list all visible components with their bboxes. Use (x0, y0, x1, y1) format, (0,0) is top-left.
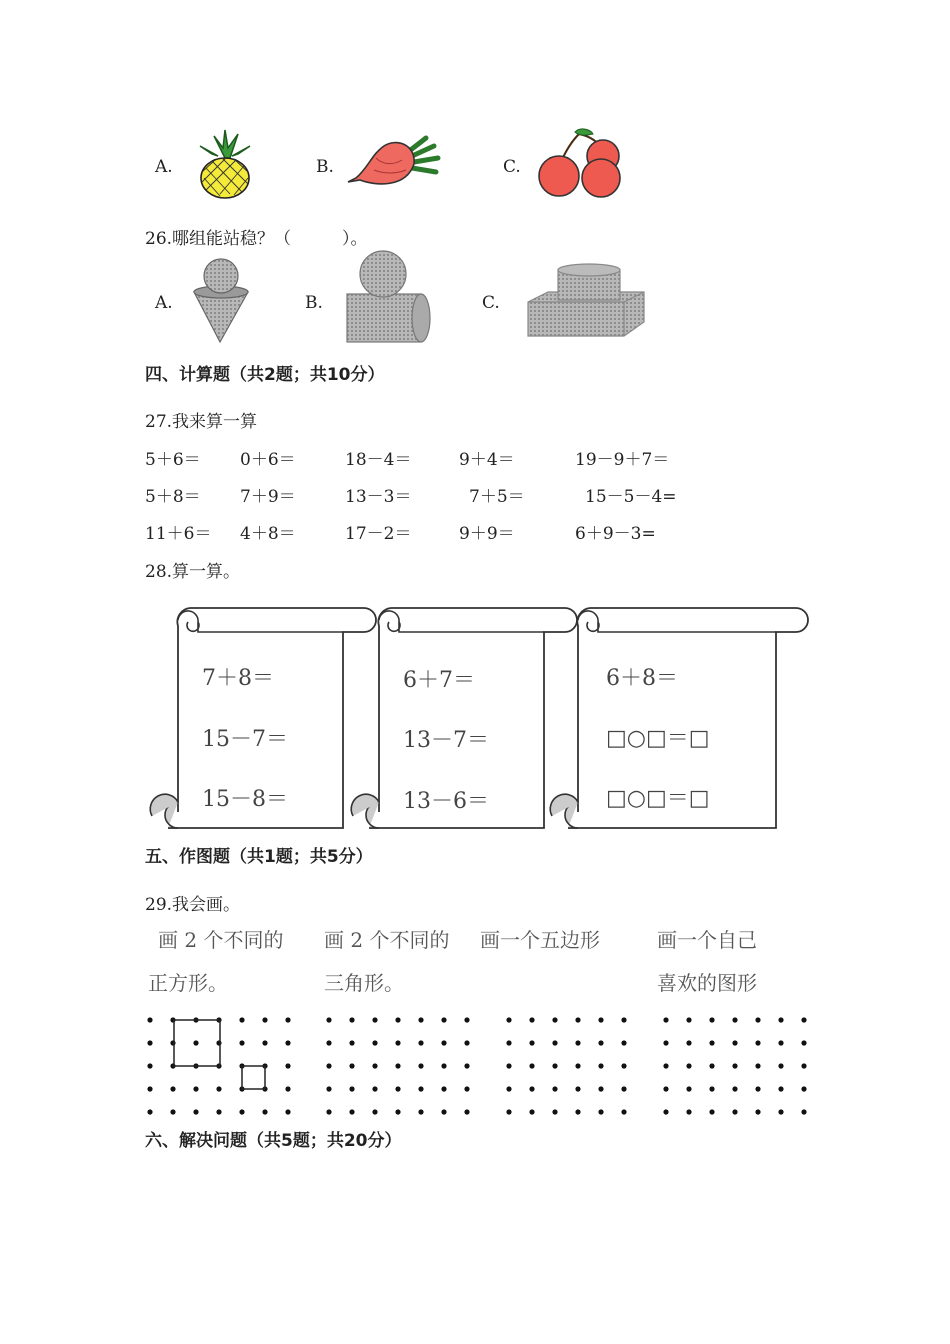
example-square-small (242, 1066, 265, 1089)
grid-dot[interactable] (239, 1017, 244, 1022)
grid-dot[interactable] (529, 1040, 534, 1045)
grid-dot[interactable] (778, 1109, 783, 1114)
grid-dot[interactable] (755, 1017, 760, 1022)
grid-dot[interactable] (193, 1086, 198, 1091)
grid-dot[interactable] (686, 1063, 691, 1068)
grid-dot[interactable] (506, 1063, 511, 1068)
grid-dot[interactable] (621, 1017, 626, 1022)
grid-dot[interactable] (326, 1017, 331, 1022)
q29-question: 29.我会画。 (145, 895, 241, 915)
grid-dot[interactable] (464, 1017, 469, 1022)
task-2-line-1: 画 2 个不同的 (324, 928, 450, 952)
grid-dot[interactable] (285, 1017, 290, 1022)
grid-dot[interactable] (349, 1086, 354, 1091)
grid-dot[interactable] (239, 1040, 244, 1045)
grid-dot[interactable] (801, 1017, 806, 1022)
grid-dot[interactable] (170, 1040, 175, 1045)
grid-dot[interactable] (506, 1086, 511, 1091)
grid-dot[interactable] (262, 1109, 267, 1114)
scroll-1-line-2: 15－7＝ (202, 727, 288, 752)
grid-dot[interactable] (349, 1109, 354, 1114)
grid-dot[interactable] (575, 1086, 580, 1091)
grid-dot[interactable] (464, 1040, 469, 1045)
grid-dot[interactable] (372, 1086, 377, 1091)
grid-dot[interactable] (598, 1086, 603, 1091)
grid-dot[interactable] (326, 1063, 331, 1068)
equation: 19－9＋7＝ (575, 450, 670, 470)
grid-dot[interactable] (441, 1017, 446, 1022)
equation: 7＋9＝ (240, 487, 296, 507)
task-4-line-2: 喜欢的图形 (657, 971, 757, 995)
scroll-3-line-2: □○□＝□ (606, 726, 710, 751)
grid-dot[interactable] (598, 1063, 603, 1068)
q27-question: 27.我来算一算 (145, 412, 258, 432)
grid-dot[interactable] (663, 1040, 668, 1045)
grid-dot[interactable] (285, 1086, 290, 1091)
grid-dot[interactable] (686, 1086, 691, 1091)
section-6-heading: 六、解决问题（共5题；共20分） (145, 1131, 402, 1151)
grid-dot[interactable] (732, 1109, 737, 1114)
q28-question: 28.算一算。 (145, 562, 241, 582)
dot-grid-4[interactable] (662, 1016, 812, 1116)
grid-dot[interactable] (170, 1109, 175, 1114)
grid-dot[interactable] (755, 1109, 760, 1114)
grid-dot[interactable] (216, 1086, 221, 1091)
grid-dot[interactable] (663, 1109, 668, 1114)
grid-dot[interactable] (755, 1063, 760, 1068)
grid-dot[interactable] (732, 1040, 737, 1045)
grid-dot[interactable] (529, 1086, 534, 1091)
equation: 11＋6＝ (145, 524, 212, 544)
q25-option-a-letter: A. (155, 157, 173, 177)
grid-dot[interactable] (326, 1109, 331, 1114)
grid-dot[interactable] (598, 1109, 603, 1114)
grid-dot[interactable] (529, 1017, 534, 1022)
grid-dot[interactable] (732, 1063, 737, 1068)
grid-dot[interactable] (621, 1063, 626, 1068)
grid-dot[interactable] (778, 1086, 783, 1091)
grid-dot[interactable] (464, 1109, 469, 1114)
grid-dot[interactable] (755, 1086, 760, 1091)
grid-dot[interactable] (464, 1086, 469, 1091)
cylinder-on-cuboid-icon (526, 262, 648, 338)
grid-dot[interactable] (418, 1063, 423, 1068)
grid-dot[interactable] (686, 1109, 691, 1114)
grid-dot[interactable] (349, 1017, 354, 1022)
grid-dot[interactable] (506, 1017, 511, 1022)
grid-dot[interactable] (418, 1017, 423, 1022)
equation: 0＋6＝ (240, 450, 296, 470)
equation: 18－4＝ (345, 450, 412, 470)
grid-dot[interactable] (349, 1063, 354, 1068)
grid-dot[interactable] (170, 1086, 175, 1091)
equation: 17－2＝ (345, 524, 412, 544)
grid-dot[interactable] (418, 1086, 423, 1091)
scroll-2-line-3: 13－6＝ (403, 789, 489, 814)
grid-dot[interactable] (326, 1086, 331, 1091)
equation: 9＋9＝ (459, 524, 515, 544)
cherries-icon (533, 128, 625, 196)
grid-dot[interactable] (285, 1063, 290, 1068)
dot-grid-3[interactable] (505, 1016, 635, 1116)
grid-dot[interactable] (239, 1109, 244, 1114)
grid-dot[interactable] (598, 1017, 603, 1022)
task-2-line-2: 三角形。 (324, 971, 404, 995)
grid-dot[interactable] (464, 1063, 469, 1068)
task-1-line-1: 画 2 个不同的 (158, 928, 284, 952)
grid-dot[interactable] (147, 1063, 152, 1068)
scroll-3-line-1: 6＋8＝ (606, 666, 678, 691)
grid-dot[interactable] (709, 1109, 714, 1114)
task-3-line-1: 画一个五边形 (480, 928, 600, 952)
grid-dot[interactable] (621, 1040, 626, 1045)
grid-dot[interactable] (801, 1109, 806, 1114)
grid-dot[interactable] (506, 1040, 511, 1045)
grid-dot[interactable] (285, 1040, 290, 1045)
scroll-1-line-3: 15－8＝ (202, 787, 288, 812)
grid-dot[interactable] (372, 1017, 377, 1022)
grid-dot[interactable] (395, 1063, 400, 1068)
grid-dot[interactable] (441, 1109, 446, 1114)
section-5-heading: 五、作图题（共1题；共5分） (145, 847, 373, 867)
scroll-2-line-2: 13－7＝ (403, 728, 489, 753)
grid-dot[interactable] (349, 1040, 354, 1045)
equation: 7＋5＝ (469, 487, 525, 507)
task-1-line-2: 正方形。 (148, 971, 228, 995)
grid-dot[interactable] (262, 1040, 267, 1045)
grid-dot[interactable] (686, 1017, 691, 1022)
grid-dot[interactable] (552, 1040, 557, 1045)
grid-dot[interactable] (326, 1040, 331, 1045)
grid-dot[interactable] (575, 1109, 580, 1114)
grid-dot[interactable] (621, 1086, 626, 1091)
grid-dot[interactable] (732, 1086, 737, 1091)
equation: 6＋9－3= (575, 524, 656, 544)
grid-dot[interactable] (801, 1040, 806, 1045)
q26-option-c-letter: C. (482, 293, 500, 313)
grid-dot[interactable] (732, 1017, 737, 1022)
grid-dot[interactable] (778, 1063, 783, 1068)
grid-dot[interactable] (193, 1040, 198, 1045)
scroll-3-line-3: □○□＝□ (606, 786, 710, 811)
grid-dot[interactable] (418, 1109, 423, 1114)
grid-dot[interactable] (709, 1040, 714, 1045)
dot-grid-2[interactable] (325, 1016, 475, 1116)
grid-dot[interactable] (552, 1017, 557, 1022)
grid-dot[interactable] (285, 1109, 290, 1114)
grid-dot[interactable] (709, 1017, 714, 1022)
grid-dot[interactable] (575, 1017, 580, 1022)
grid-dot[interactable] (395, 1086, 400, 1091)
grid-dot[interactable] (575, 1040, 580, 1045)
grid-dot[interactable] (441, 1040, 446, 1045)
grid-dot[interactable] (552, 1063, 557, 1068)
q25-option-c-letter: C. (503, 157, 521, 177)
grid-dot[interactable] (575, 1063, 580, 1068)
grid-dot[interactable] (621, 1109, 626, 1114)
sphere-on-cone-icon (190, 256, 252, 344)
dot-grid-1[interactable] (146, 1016, 296, 1116)
grid-dot[interactable] (709, 1063, 714, 1068)
pineapple-icon (190, 128, 260, 200)
grid-dot[interactable] (193, 1109, 198, 1114)
grid-dot[interactable] (506, 1109, 511, 1114)
task-4-line-1: 画一个自己 (657, 928, 757, 952)
grid-dot[interactable] (663, 1063, 668, 1068)
grid-dot[interactable] (552, 1086, 557, 1091)
grid-dot[interactable] (216, 1109, 221, 1114)
grid-dot[interactable] (709, 1086, 714, 1091)
grid-dot[interactable] (441, 1063, 446, 1068)
equation: 4＋8＝ (240, 524, 296, 544)
grid-dot[interactable] (395, 1040, 400, 1045)
grid-dot[interactable] (147, 1040, 152, 1045)
grid-dot[interactable] (663, 1086, 668, 1091)
grid-dot[interactable] (441, 1086, 446, 1091)
grid-dot[interactable] (147, 1109, 152, 1114)
grid-dot[interactable] (598, 1040, 603, 1045)
grid-dot[interactable] (372, 1063, 377, 1068)
grid-dot[interactable] (686, 1040, 691, 1045)
grid-dot[interactable] (755, 1040, 760, 1045)
equation: 9＋4＝ (459, 450, 515, 470)
grid-dot[interactable] (801, 1063, 806, 1068)
q26-option-b-letter: B. (305, 293, 323, 313)
section-4-heading: 四、计算题（共2题；共10分） (145, 365, 385, 385)
q26-question: 26.哪组能站稳？（ ）。 (145, 229, 368, 249)
grid-dot[interactable] (663, 1017, 668, 1022)
grid-dot[interactable] (262, 1017, 267, 1022)
grid-dot[interactable] (147, 1017, 152, 1022)
grid-dot[interactable] (216, 1040, 221, 1045)
grid-dot[interactable] (778, 1017, 783, 1022)
grid-dot[interactable] (147, 1086, 152, 1091)
sphere-on-cylinder-icon (343, 250, 433, 346)
scroll-1-line-1: 7＋8＝ (202, 666, 274, 691)
equation: 15－5－4= (585, 487, 677, 507)
equation: 5＋8＝ (145, 487, 201, 507)
q25-option-b-letter: B. (316, 157, 334, 177)
grid-dot[interactable] (529, 1109, 534, 1114)
grid-dot[interactable] (418, 1040, 423, 1045)
grid-dot[interactable] (529, 1063, 534, 1068)
grid-dot[interactable] (372, 1109, 377, 1114)
radish-icon (346, 134, 441, 190)
grid-dot[interactable] (395, 1109, 400, 1114)
grid-dot[interactable] (372, 1040, 377, 1045)
grid-dot[interactable] (801, 1086, 806, 1091)
equation: 13－3＝ (345, 487, 412, 507)
grid-dot[interactable] (395, 1017, 400, 1022)
scroll-2-line-1: 6＋7＝ (403, 668, 475, 693)
q26-option-a-letter: A. (155, 293, 173, 313)
equation: 5＋6＝ (145, 450, 201, 470)
grid-dot[interactable] (552, 1109, 557, 1114)
grid-dot[interactable] (778, 1040, 783, 1045)
